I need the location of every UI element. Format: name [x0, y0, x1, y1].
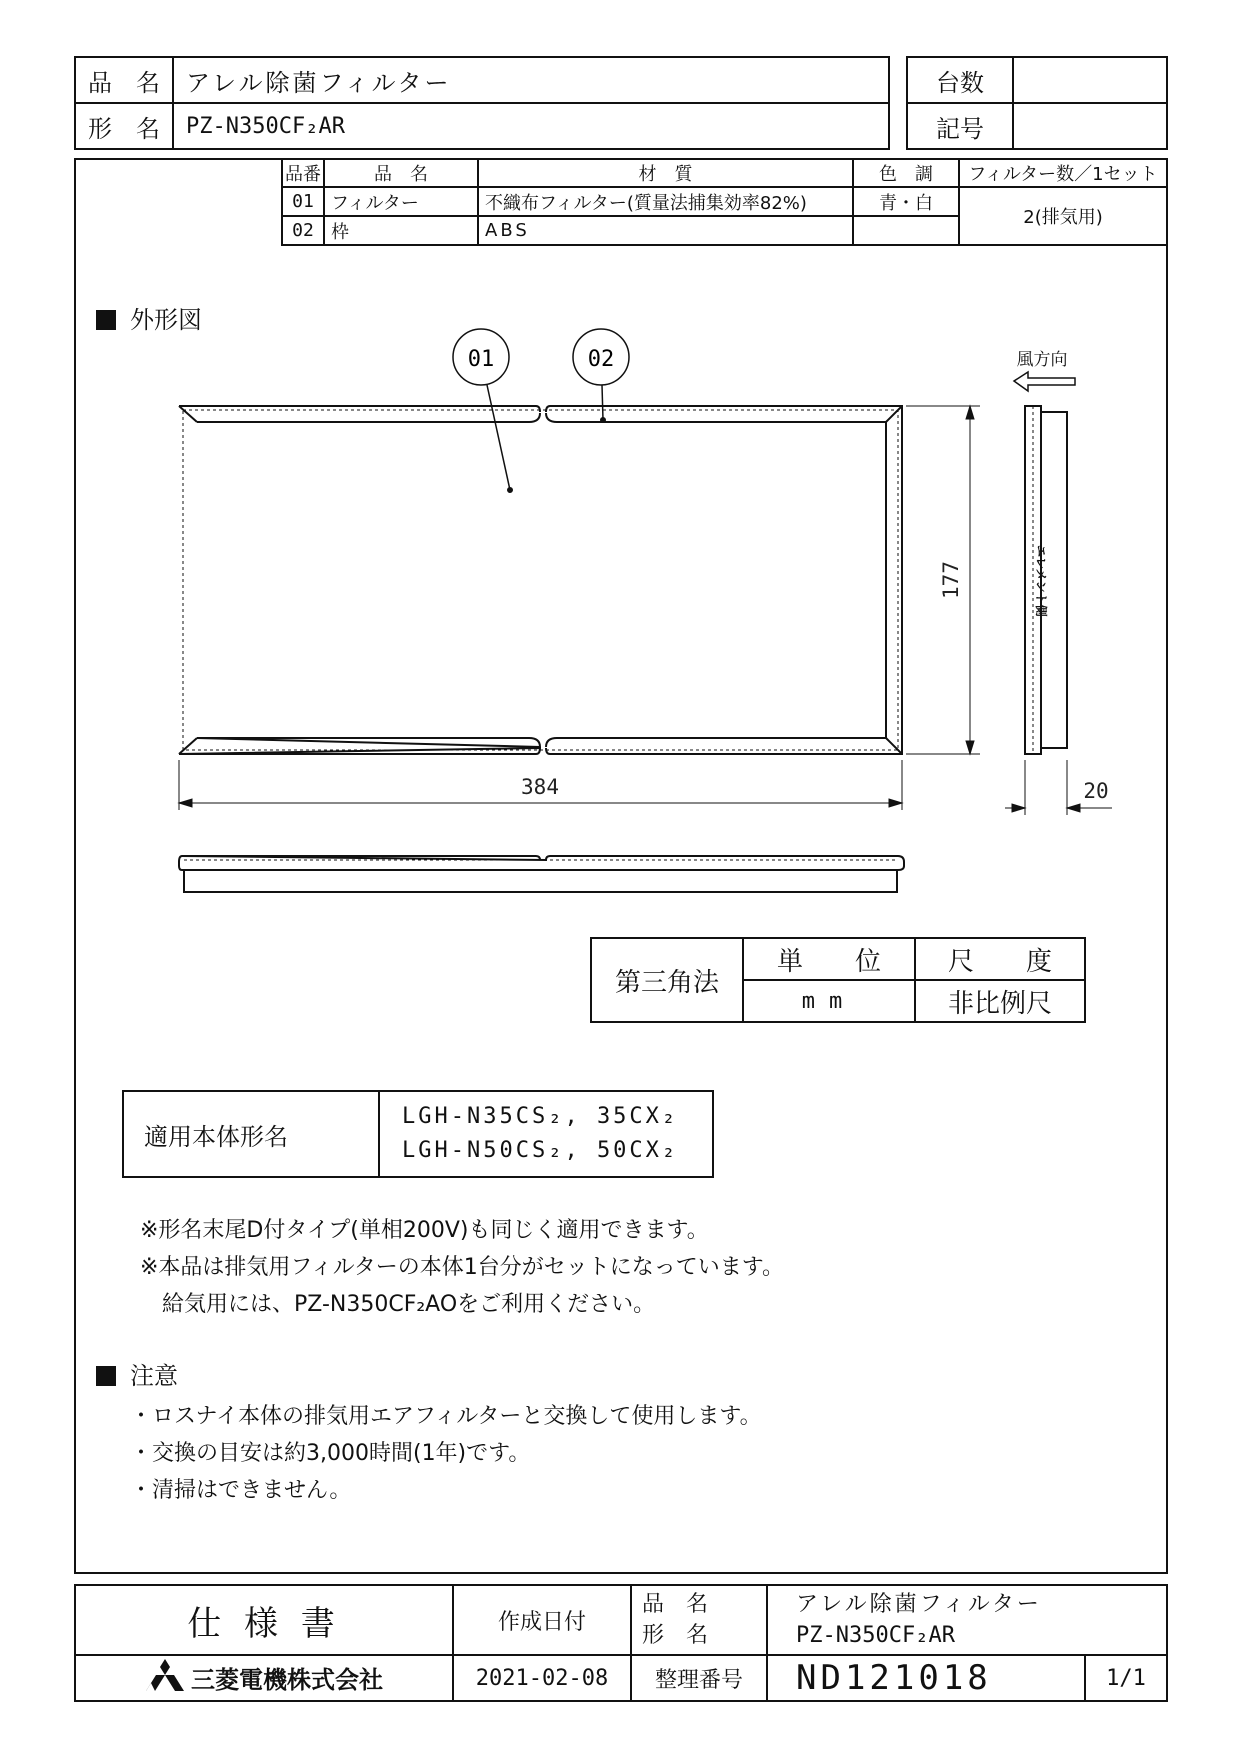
- filter-count: 2(排気用): [1023, 207, 1103, 228]
- note-line: ※本品は排気用フィルターの本体1台分がセットになっています。: [140, 1255, 785, 1280]
- part-name: フィルター: [331, 192, 419, 214]
- part-no: 01: [292, 191, 314, 212]
- parts-header-name: 品 名: [374, 164, 428, 185]
- symbol-cell: [1013, 103, 1167, 149]
- caution-heading: 注意: [96, 1356, 178, 1391]
- scale-value: 非比例尺: [947, 988, 1052, 1019]
- company-name: 三菱電機株式会社: [191, 1666, 383, 1694]
- quantity-cell: [1013, 57, 1167, 103]
- document-type: 仕 様 書: [187, 1603, 341, 1644]
- footer-product-name: アレル除菌フィルター: [796, 1592, 1042, 1617]
- applicable-label: 適用本体形名: [144, 1122, 288, 1151]
- table-row: [282, 187, 1167, 216]
- callout-02-dot: [600, 417, 606, 423]
- unit-label: 単 位: [776, 946, 881, 977]
- caution-item: ・ロスナイ本体の排気用エアフィルターと交換して使用します。: [130, 1404, 762, 1429]
- dimension-width-label: 384: [521, 775, 559, 799]
- dimension-height-label: 177: [939, 561, 963, 599]
- parts-header-color: 色 調: [879, 164, 933, 185]
- parts-table: [281, 158, 1168, 246]
- parts-header-no: 品番: [285, 164, 321, 185]
- unit-value: mm: [801, 988, 857, 1014]
- notes: [140, 1212, 784, 1323]
- part-no: 02: [292, 220, 314, 241]
- footer-product-name-label: 品 名: [642, 1592, 709, 1617]
- applicable-model-1: LGH-N35CS₂, 35CX₂: [402, 1104, 679, 1129]
- model-label: 形 名: [88, 114, 160, 143]
- caution-item: ・交換の目安は約3,000時間(1年)です。: [130, 1441, 531, 1466]
- footer-model: PZ-N350CF₂AR: [796, 1623, 955, 1648]
- front-view: [179, 406, 902, 754]
- element-side-label: エレメント側: [1034, 545, 1048, 617]
- doc-number: ND121018: [796, 1658, 992, 1698]
- mitsubishi-logo-icon: [145, 1659, 185, 1697]
- part-color: 青・白: [879, 192, 933, 214]
- created-date-label: 作成日付: [497, 1609, 586, 1635]
- parts-header-count: フィルター数／1セット: [968, 164, 1158, 185]
- outline-heading: 外形図: [96, 300, 202, 335]
- callout-01-dot: [507, 487, 513, 493]
- caution-list: [130, 1398, 762, 1509]
- quantity-table: [906, 56, 1168, 150]
- projection-table: [590, 937, 1086, 1023]
- projection-method: 第三角法: [614, 967, 719, 998]
- product-name-value: アレル除菌フィルター: [186, 68, 452, 97]
- quantity-label: 台数: [936, 68, 984, 97]
- note-line: ※形名末尾D付タイプ(単相200V)も同じく適用できます。: [140, 1218, 709, 1243]
- product-name-label: 品 名: [88, 68, 160, 97]
- wind-direction-label: 風方向: [1016, 350, 1068, 370]
- doc-number-label: 整理番号: [654, 1667, 743, 1693]
- square-bullet-icon: [96, 1366, 116, 1386]
- callout-02-label: 02: [587, 347, 615, 372]
- footer-model-label: 形 名: [642, 1623, 709, 1648]
- page-number: 1/1: [1106, 1665, 1146, 1691]
- bottom-view: [179, 856, 904, 892]
- caution-item: ・清掃はできません。: [130, 1478, 352, 1503]
- model-value: PZ-N350CF₂AR: [186, 113, 345, 139]
- scale-label: 尺 度: [947, 946, 1052, 977]
- header-table: [74, 56, 890, 150]
- outline-drawing: [0, 320, 1240, 910]
- part-material: ABS: [485, 220, 530, 241]
- symbol-label: 記号: [936, 114, 984, 143]
- title-block: [74, 1584, 1168, 1702]
- callout-01-label: 01: [467, 347, 495, 372]
- parts-header-material: 材 質: [638, 164, 693, 185]
- dimension-depth-label: 20: [1083, 779, 1109, 803]
- part-name: 枠: [331, 221, 349, 243]
- created-date: 2021-02-08: [475, 1665, 609, 1691]
- wind-arrow-icon: [1014, 372, 1075, 391]
- part-material: 不織布フィルター(質量法捕集効率82%): [485, 192, 807, 214]
- note-line: 給気用には、PZ-N350CF₂AOをご利用ください。: [140, 1292, 656, 1317]
- applicable-model-2: LGH-N50CS₂, 50CX₂: [402, 1138, 679, 1163]
- applicable-table: [122, 1090, 714, 1178]
